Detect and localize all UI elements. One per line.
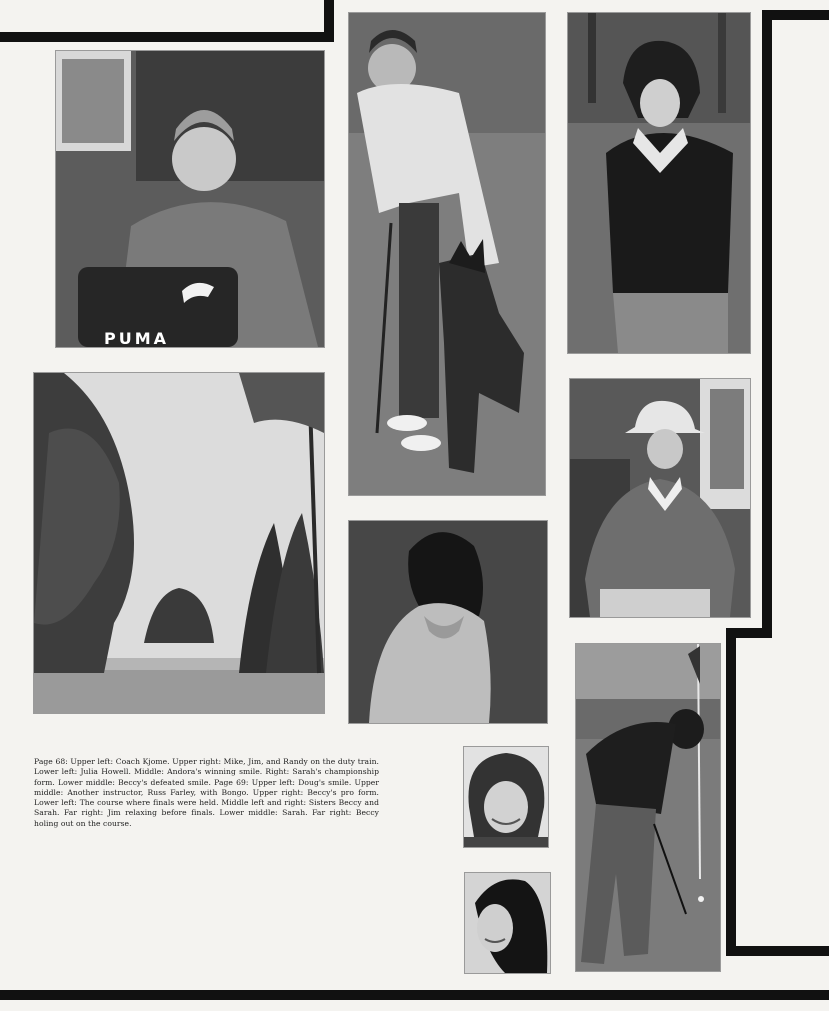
right-frame-rule-lower <box>726 628 736 956</box>
top-left-frame-rule <box>0 32 334 42</box>
bag-brand-label: PUMA <box>104 329 170 348</box>
right-frame-rule-vertical <box>762 10 772 635</box>
photo-coach-kjome <box>55 50 325 348</box>
photo-jim-relaxing <box>569 378 751 618</box>
right-frame-rule-bottom <box>726 946 829 956</box>
photo-golf-course <box>33 372 325 714</box>
photo-lower-middle-smile <box>463 746 549 848</box>
photo-sarah <box>464 872 551 974</box>
photo-instructor-with-dog <box>348 12 546 496</box>
bottom-frame-rule <box>0 990 829 1000</box>
photo-beccy-holing-out <box>575 643 721 972</box>
right-frame-rule-top <box>762 10 829 20</box>
top-left-frame-rule-vertical <box>324 0 334 42</box>
photo-beccy-pro-form <box>348 520 548 724</box>
photo-caption: Page 68: Upper left: Coach Kjome. Upper right: Mike, Jim, and Randy on the duty train. Lower left: Julia Howell. Middle: Andora's winning smile. Right: Sarah's championship form. Lower middle: Beccy's defeated smile. Page 69: Upper left: Doug's smile. Upper middle: Another instructor, Russ Farley, with Bongo. Upper right: Beccy's pro form. Lower left: The course where finals were held. Middle left and right: Sisters Beccy and Sarah. Far right: Jim relaxing before finals. Lower middle: Sarah. Far right: Beccy holing out on the course. <box>34 757 379 828</box>
photo-upper-right-golfer <box>567 12 751 354</box>
